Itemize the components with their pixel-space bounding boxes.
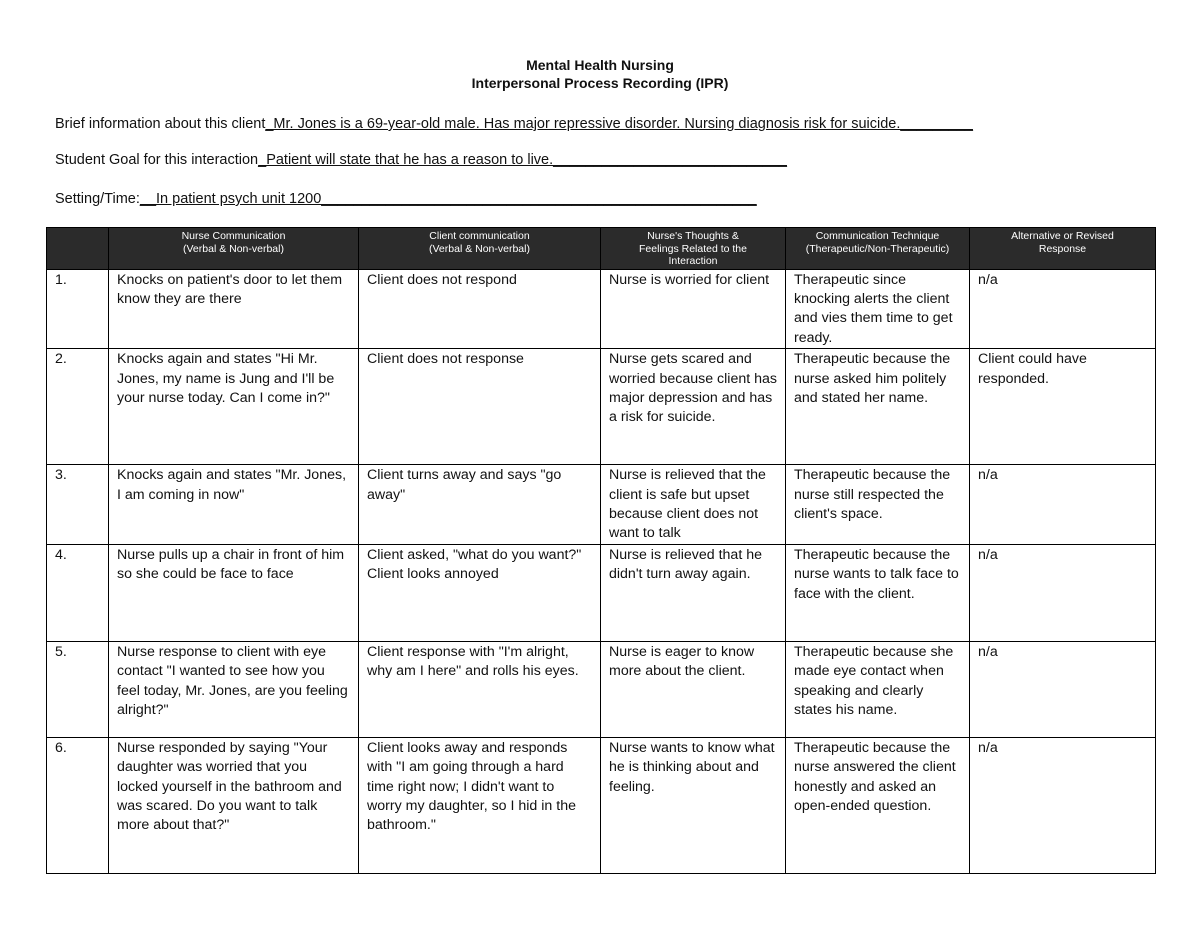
nurse-thoughts-cell: Nurse is eager to know more about the client. xyxy=(601,641,786,737)
header-communication-technique xyxy=(786,228,970,270)
setting-time-line xyxy=(55,190,757,208)
nurse-thoughts-cell: Nurse wants to know what he is thinking about and feeling. xyxy=(601,737,786,873)
nurse-thoughts-cell: Nurse is relieved that the client is safe but upset because client does not want to talk xyxy=(601,465,786,545)
setting-time-label: Setting/Time: xyxy=(55,191,140,207)
client-info-label: Brief information about this client xyxy=(55,116,266,132)
student-goal-value: _Patient will state that he has a reason to live._____________________________ xyxy=(258,152,787,168)
alternative-cell: Client could have responded. xyxy=(970,349,1156,465)
client-communication-cell: Client turns away and says "go away" xyxy=(359,465,601,545)
table-row xyxy=(47,641,1156,737)
alternative-cell: n/a xyxy=(970,737,1156,873)
row-number: 4. xyxy=(47,544,109,641)
technique-cell: Therapeutic since knocking alerts the client and vies them time to get ready. xyxy=(786,269,970,349)
row-number: 5. xyxy=(47,641,109,737)
header-alternative-response-text: Alternative or Revised Response xyxy=(1011,230,1114,255)
row-number: 6. xyxy=(47,737,109,873)
client-communication-cell: Client looks away and responds with "I am going through a hard time right now; I didn't want to worry my daughter, so I hid in the bathroom." xyxy=(359,737,601,873)
setting-time-value: __In patient psych unit 1200______________________________________________________ xyxy=(139,191,757,207)
header-nurse-communication xyxy=(109,228,359,270)
client-communication-cell: Client asked, "what do you want?" Client looks annoyed xyxy=(359,544,601,641)
header-communication-technique-text: Communication Technique (Therapeutic/Non-Therapeutic) xyxy=(805,230,950,255)
table-row xyxy=(47,465,1156,545)
technique-cell: Therapeutic because the nurse answered the client honestly and asked an open-ended question. xyxy=(786,737,970,873)
nurse-communication-cell: Knocks on patient's door to let them know they are there xyxy=(109,269,359,349)
table-row xyxy=(47,349,1156,465)
nurse-communication-cell: Nurse response to client with eye contact "I wanted to see how you feel today, Mr. Jones, are you feeling alright?" xyxy=(109,641,359,737)
table-row xyxy=(47,737,1156,873)
client-info-value: _Mr. Jones is a 69-year-old male. Has major repressive disorder. Nursing diagnosis risk for suicide._________ xyxy=(265,116,973,132)
alternative-cell: n/a xyxy=(970,465,1156,545)
client-info-line xyxy=(55,115,973,133)
table-row xyxy=(47,269,1156,349)
nurse-thoughts-cell: Nurse is worried for client xyxy=(601,269,786,349)
document-title: Mental Health Nursing xyxy=(526,57,674,73)
client-communication-cell: Client does not respond xyxy=(359,269,601,349)
row-number: 3. xyxy=(47,465,109,545)
header-client-communication-text: Client communication (Verbal & Non-verbal) xyxy=(429,230,530,255)
document-header xyxy=(0,56,1200,92)
header-nurse-thoughts xyxy=(601,228,786,270)
technique-cell: Therapeutic because the nurse asked him politely and stated her name. xyxy=(786,349,970,465)
header-number xyxy=(47,228,109,270)
student-goal-label: Student Goal for this interaction xyxy=(55,152,259,168)
ipr-table xyxy=(46,227,1156,874)
alternative-cell: n/a xyxy=(970,544,1156,641)
row-number: 1. xyxy=(47,269,109,349)
header-client-communication xyxy=(359,228,601,270)
alternative-cell: n/a xyxy=(970,269,1156,349)
client-communication-cell: Client does not response xyxy=(359,349,601,465)
student-goal-line xyxy=(55,151,787,169)
header-nurse-thoughts-text: Nurse's Thoughts & Feelings Related to the Interaction xyxy=(639,230,747,267)
nurse-communication-cell: Knocks again and states "Mr. Jones, I am coming in now" xyxy=(109,465,359,545)
table-row xyxy=(47,544,1156,641)
nurse-thoughts-cell: Nurse is relieved that he didn't turn away again. xyxy=(601,544,786,641)
nurse-communication-cell: Nurse responded by saying "Your daughter was worried that you locked yourself in the bathroom and was scared. Do you want to talk more about that?" xyxy=(109,737,359,873)
row-number: 2. xyxy=(47,349,109,465)
technique-cell: Therapeutic because she made eye contact when speaking and clearly states his name. xyxy=(786,641,970,737)
technique-cell: Therapeutic because the nurse wants to talk face to face with the client. xyxy=(786,544,970,641)
table-header-row xyxy=(47,228,1156,270)
nurse-communication-cell: Nurse pulls up a chair in front of him so she could be face to face xyxy=(109,544,359,641)
nurse-communication-cell: Knocks again and states "Hi Mr. Jones, my name is Jung and I'll be your nurse today. Can I come in?" xyxy=(109,349,359,465)
client-communication-cell: Client response with "I'm alright, why am I here" and rolls his eyes. xyxy=(359,641,601,737)
technique-cell: Therapeutic because the nurse still respected the client's space. xyxy=(786,465,970,545)
alternative-cell: n/a xyxy=(970,641,1156,737)
header-nurse-communication-text: Nurse Communication (Verbal & Non-verbal) xyxy=(181,230,286,255)
nurse-thoughts-cell: Nurse gets scared and worried because client has major depression and has a risk for suicide. xyxy=(601,349,786,465)
header-alternative-response xyxy=(970,228,1156,270)
document-subtitle: Interpersonal Process Recording (IPR) xyxy=(471,75,729,91)
